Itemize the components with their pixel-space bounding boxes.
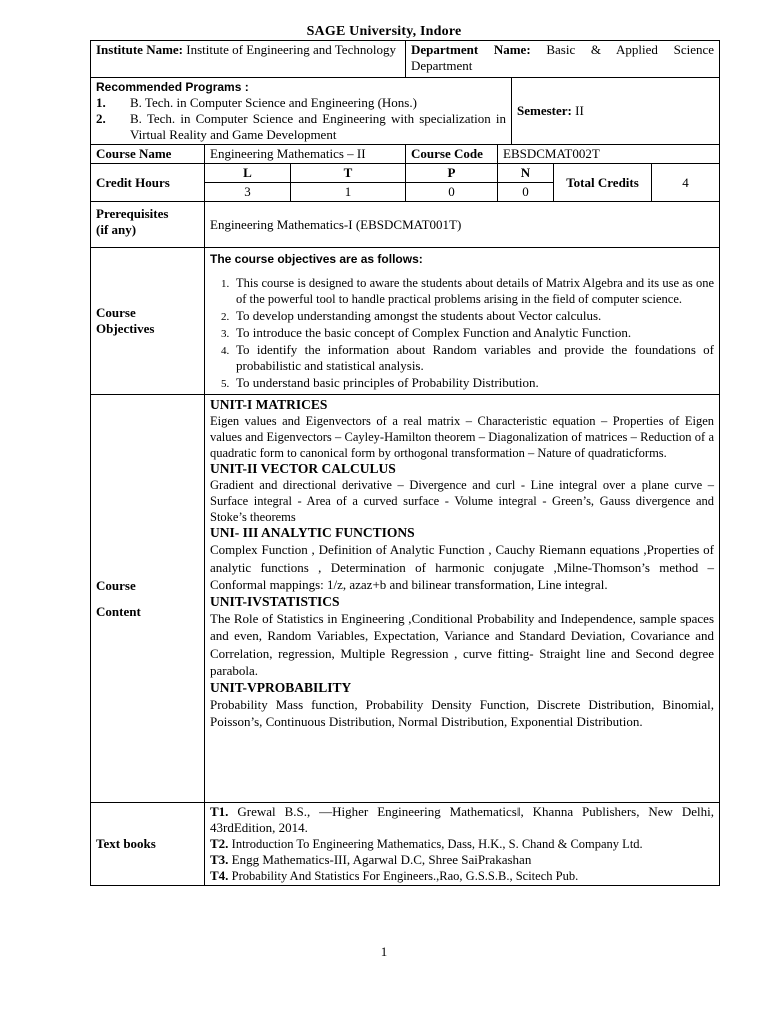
content-label: Course — [96, 577, 136, 593]
course-name-label: Course Name — [91, 145, 205, 164]
department-label: Department Name: — [411, 42, 531, 57]
unit-title: UNIT-I MATRICES — [210, 397, 328, 412]
course-row — [91, 145, 720, 164]
page-number: 1 — [380, 944, 388, 959]
institute-cell — [91, 41, 406, 78]
semester-value: II — [575, 103, 584, 118]
objective-item: 2. To develop understanding amongst the students about Vector calculus. — [232, 308, 714, 324]
objective-item: 5. To understand basic principles of Probability Distribution. — [232, 375, 714, 391]
program-item — [96, 95, 506, 111]
unit-title: UNIT-VPROBABILITY — [210, 679, 352, 695]
objectives-heading: The course objectives are as follows: — [210, 252, 423, 266]
textbook-text: Introduction To Engineering Mathematics, Dass, H.K., S. Chand & Company Ltd. — [231, 837, 643, 851]
objectives-row — [91, 248, 720, 395]
textbook-text: Grewal B.S., ―Higher Engineering Mathematics‖, Khanna Publishers, New Delhi, 43rdEdition, 2014. — [210, 804, 715, 835]
credit-header-n: N — [498, 164, 554, 183]
unit-text: Probability Mass function, Probability Density Function, Discrete Distribution, Binomial, Poisson’s, Continuous Distribution, Normal Distribution, Exponential Distribution. — [210, 696, 715, 729]
textbook-item — [210, 804, 714, 836]
objective-item: 4. To identify the information about Random variables and provide the foundations of probabilistic and statistical analysis. — [232, 342, 714, 374]
semester-label: Semester: — [517, 103, 572, 118]
institute-label: Institute Name: — [96, 42, 184, 57]
programs-cell — [91, 78, 512, 145]
unit-title: UNI- III ANALYTIC FUNCTIONS — [210, 525, 415, 540]
institute-row — [91, 41, 720, 78]
textbooks-label: Text books — [91, 803, 205, 886]
prerequisites-label-cell — [91, 202, 205, 248]
prerequisites-value: Engineering Mathematics-I (EBSDCMAT001T) — [205, 202, 720, 248]
unit-text: Eigen values and Eigenvectors of a real matrix – Characteristic equation – Properties of Eigen values and Eigenvectors – Cayley-Hamilton theorem – Diagonalization of matrices – Reduction of a quadratic form to canonical form by orthogonal transformation – Nature of quadraticforms. — [210, 414, 715, 460]
syllabus-table — [90, 40, 720, 886]
unit-title: UNIT-IVSTATISTICS — [210, 593, 340, 609]
unit-text: The Role of Statistics in Engineering ,Conditional Probability and Independence, sample spaces and even, Random Variables, Expectation, Variance and Standard Deviation, Covariance and Correlation, regression, Multiple Regression , curve fitting- Straight line and Second degree parabola. — [210, 610, 715, 678]
unit-title: UNIT-II VECTOR CALCULUS — [210, 461, 396, 476]
textbooks-row — [91, 803, 720, 886]
credit-value-t: 1 — [291, 183, 406, 202]
objectives-label-cell — [91, 248, 205, 395]
textbook-tag: T1. — [210, 804, 229, 819]
content-label-cell — [91, 395, 205, 803]
total-credits-label: Total Credits — [554, 164, 652, 202]
programs-label: Recommended Programs : — [96, 80, 249, 94]
credit-header-p: P — [406, 164, 498, 183]
prerequisites-row — [91, 202, 720, 248]
program-text: B. Tech. in Computer Science and Engineering with specialization in Virtual Reality and Game Development — [130, 111, 506, 142]
credit-header-l: L — [205, 164, 291, 183]
textbook-text: Engg Mathematics-III, Agarwal D.C, Shree SaiPrakashan — [231, 852, 532, 867]
course-code-label: Course Code — [406, 145, 498, 164]
content-label-sub: Content — [96, 603, 141, 619]
department-cell — [406, 41, 720, 78]
institute-value: Institute of Engineering and Technology — [186, 42, 396, 57]
department-value: Basic & Applied Science Department — [411, 42, 715, 73]
objective-item: 1. This course is designed to aware the students about details of Matrix Algebra and its use as one of the powerful tool to handle practical problems arising in the field of computer science. — [232, 275, 714, 307]
textbooks-cell — [205, 803, 720, 886]
objectives-list — [210, 275, 714, 391]
program-number: 2. — [96, 111, 106, 126]
credit-value-l: 3 — [205, 183, 291, 202]
semester-cell — [512, 78, 720, 145]
credit-header-row — [91, 164, 720, 183]
prerequisites-label-sub: (if any) — [96, 222, 137, 237]
document-title: SAGE University, Indore — [306, 24, 462, 39]
objective-item: 3. To introduce the basic concept of Complex Function and Analytic Function. — [232, 325, 714, 341]
objectives-label-sub: Objectives — [96, 321, 155, 336]
program-text: B. Tech. in Computer Science and Engineering (Hons.) — [130, 95, 417, 110]
textbook-tag: T2. — [210, 836, 229, 851]
textbook-tag: T3. — [210, 852, 229, 867]
textbook-text: Probability And Statistics For Engineers.,Rao, G.S.S.B., Scitech Pub. — [231, 869, 579, 883]
objectives-label: Course — [96, 305, 136, 320]
credit-value-n: 0 — [498, 183, 554, 202]
program-item — [96, 111, 506, 143]
credit-header-t: T — [291, 164, 406, 183]
total-credits-value: 4 — [652, 164, 720, 202]
textbook-item — [210, 852, 714, 868]
program-number: 1. — [96, 95, 106, 110]
course-code-value: EBSDCMAT002T — [498, 145, 720, 164]
course-name-value: Engineering Mathematics – II — [205, 145, 406, 164]
unit-text: Gradient and directional derivative – Divergence and curl - Line integral over a plane curve – Surface integral - Area of a curved surface - Volume integral - Green’s, Gauss divergence and Stoke’s theorems — [210, 478, 715, 524]
textbook-item — [210, 868, 714, 884]
unit-text: Complex Function , Definition of Analytic Function , Cauchy Riemann equations ,Properties of analytic functions , Determination of harmonic conjugate ,Milne-Thomson’s method – Conformal mappings: 1/z, azaz+b and bilinear transformation, Line integral. — [210, 542, 715, 592]
content-cell — [205, 395, 720, 803]
textbook-item — [210, 836, 714, 852]
programs-row — [91, 78, 720, 145]
textbook-tag: T4. — [210, 868, 229, 883]
credit-value-p: 0 — [406, 183, 498, 202]
content-row — [91, 395, 720, 803]
credit-hours-label: Credit Hours — [91, 164, 205, 202]
prerequisites-label: Prerequisites — [96, 206, 169, 221]
programs-list — [96, 95, 506, 143]
objectives-cell — [205, 248, 720, 395]
